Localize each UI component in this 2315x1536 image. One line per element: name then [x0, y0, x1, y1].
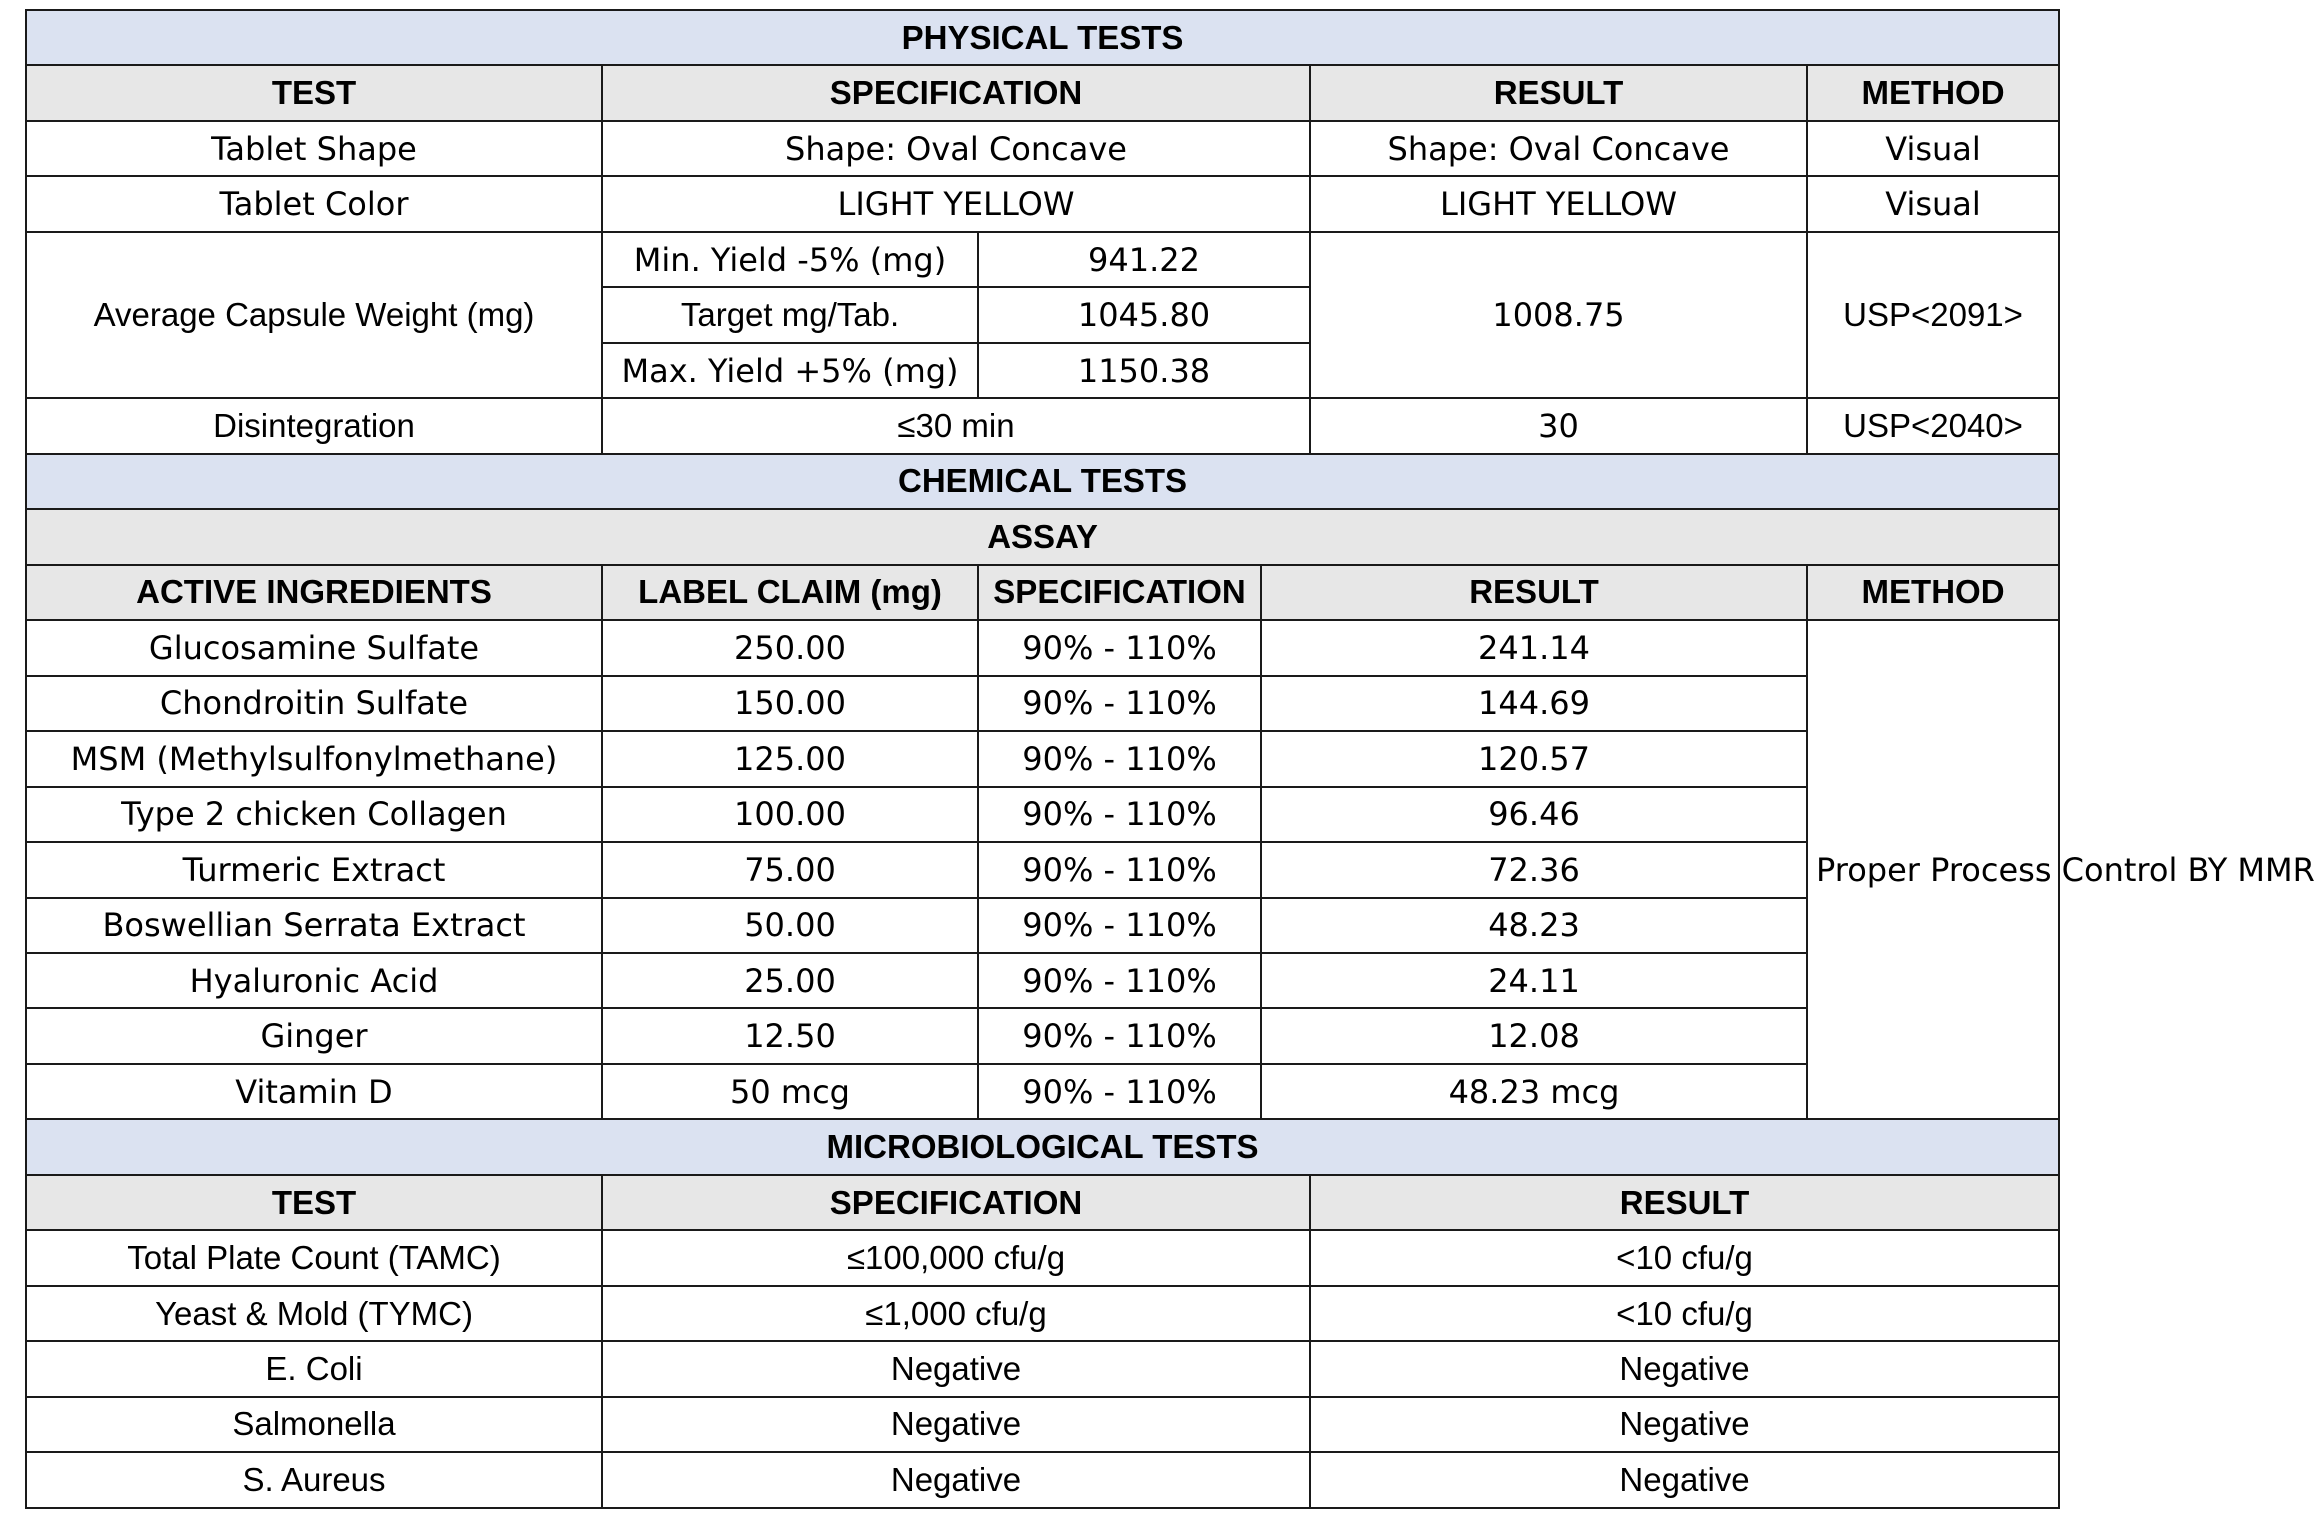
- column-header-result: RESULT: [1310, 1175, 2059, 1230]
- column-header-row: [26, 565, 2059, 620]
- spec-cell: ≤100,000 cfu/g: [602, 1230, 1310, 1285]
- result-cell: 144.69: [1261, 676, 1807, 731]
- result-cell: Negative: [1310, 1452, 2059, 1508]
- spec-cell: 90% - 110%: [978, 898, 1261, 953]
- assay-header-row: [26, 509, 2059, 564]
- ingredient-name: Turmeric Extract: [26, 842, 602, 897]
- label-claim-cell: 50 mcg: [602, 1064, 978, 1119]
- column-header-specification: SPECIFICATION: [978, 565, 1261, 620]
- table-row: [26, 787, 2059, 842]
- spec-cell: 90% - 110%: [978, 842, 1261, 897]
- spec-cell: 90% - 110%: [978, 1064, 1261, 1119]
- method-cell: Proper Process Control BY MMR: [1807, 620, 2059, 1119]
- label-claim-cell: 100.00: [602, 787, 978, 842]
- result-cell: 12.08: [1261, 1008, 1807, 1063]
- result-cell: <10 cfu/g: [1310, 1286, 2059, 1341]
- ingredient-name: Type 2 chicken Collagen: [26, 787, 602, 842]
- assay-title: ASSAY: [26, 509, 2059, 564]
- ingredient-name: Hyaluronic Acid: [26, 953, 602, 1008]
- ingredient-name: Ginger: [26, 1008, 602, 1063]
- spec-cell: ≤1,000 cfu/g: [602, 1286, 1310, 1341]
- test-name: S. Aureus: [26, 1452, 602, 1508]
- result-cell: 48.23 mcg: [1261, 1064, 1807, 1119]
- section-title: PHYSICAL TESTS: [26, 10, 2059, 65]
- result-cell: Shape: Oval Concave: [1310, 121, 1807, 176]
- label-claim-cell: 75.00: [602, 842, 978, 897]
- label-claim-cell: 12.50: [602, 1008, 978, 1063]
- table-row: [26, 953, 2059, 1008]
- weight-sub-label: Min. Yield -5% (mg): [602, 232, 978, 287]
- table-row: [26, 1230, 2059, 1285]
- column-header-method: METHOD: [1807, 565, 2059, 620]
- table-row: [26, 676, 2059, 731]
- result-cell: 1008.75: [1310, 232, 1807, 398]
- method-cell: USP<2091>: [1807, 232, 2059, 398]
- ingredient-name: MSM (Methylsulfonylmethane): [26, 731, 602, 786]
- spec-cell: ≤30 min: [602, 398, 1310, 453]
- column-header-label-claim: LABEL CLAIM (mg): [602, 565, 978, 620]
- column-header-test: TEST: [26, 65, 602, 120]
- section-header-physical: [26, 10, 2059, 65]
- table-row: [26, 898, 2059, 953]
- weight-sub-label: Target mg/Tab.: [602, 287, 978, 342]
- column-header-result: RESULT: [1261, 565, 1807, 620]
- table-row: [26, 176, 2059, 231]
- test-name: Salmonella: [26, 1397, 602, 1452]
- ingredient-name: Boswellian Serrata Extract: [26, 898, 602, 953]
- table-row: [26, 121, 2059, 176]
- table-row: [26, 620, 2059, 675]
- column-header-row: [26, 65, 2059, 120]
- result-cell: Negative: [1310, 1397, 2059, 1452]
- table-body: [26, 10, 2315, 1508]
- test-name: Total Plate Count (TAMC): [26, 1230, 602, 1285]
- certificate-of-analysis-table: [25, 9, 2315, 1509]
- column-header-test: TEST: [26, 1175, 602, 1230]
- label-claim-cell: 150.00: [602, 676, 978, 731]
- table-row: [26, 842, 2059, 897]
- spec-cell: 90% - 110%: [978, 676, 1261, 731]
- result-cell: 48.23: [1261, 898, 1807, 953]
- spec-cell: 90% - 110%: [978, 620, 1261, 675]
- section-header-microbiological: [26, 1119, 2059, 1174]
- result-cell: 96.46: [1261, 787, 1807, 842]
- result-cell: 241.14: [1261, 620, 1807, 675]
- label-claim-cell: 50.00: [602, 898, 978, 953]
- table-row: [26, 731, 2059, 786]
- weight-sub-value: 941.22: [978, 232, 1310, 287]
- result-cell: 120.57: [1261, 731, 1807, 786]
- section-title: MICROBIOLOGICAL TESTS: [26, 1119, 2059, 1174]
- spec-cell: 90% - 110%: [978, 731, 1261, 786]
- column-header-specification: SPECIFICATION: [602, 65, 1310, 120]
- spec-cell: Negative: [602, 1341, 1310, 1396]
- result-cell: Negative: [1310, 1341, 2059, 1396]
- test-name: Average Capsule Weight (mg): [26, 232, 602, 398]
- spec-cell: Negative: [602, 1397, 1310, 1452]
- weight-sub-label: Max. Yield +5% (mg): [602, 343, 978, 398]
- column-header-result: RESULT: [1310, 65, 1807, 120]
- table-row: [26, 1286, 2059, 1341]
- result-cell: LIGHT YELLOW: [1310, 176, 1807, 231]
- method-cell: Visual: [1807, 176, 2059, 231]
- table-row: [26, 1064, 2059, 1119]
- spec-cell: 90% - 110%: [978, 953, 1261, 1008]
- result-cell: <10 cfu/g: [1310, 1230, 2059, 1285]
- table-row: [26, 1008, 2059, 1063]
- weight-sub-value: 1150.38: [978, 343, 1310, 398]
- test-name: Disintegration: [26, 398, 602, 453]
- result-cell: 30: [1310, 398, 1807, 453]
- weight-sub-value: 1045.80: [978, 287, 1310, 342]
- column-header-specification: SPECIFICATION: [602, 1175, 1310, 1230]
- table-row: [26, 232, 2059, 287]
- ingredient-name: Chondroitin Sulfate: [26, 676, 602, 731]
- test-name: Tablet Shape: [26, 121, 602, 176]
- test-name: Yeast & Mold (TYMC): [26, 1286, 602, 1341]
- table-row: [26, 1452, 2059, 1508]
- section-header-chemical: [26, 454, 2059, 509]
- label-claim-cell: 25.00: [602, 953, 978, 1008]
- result-cell: 72.36: [1261, 842, 1807, 897]
- label-claim-cell: 250.00: [602, 620, 978, 675]
- section-title: CHEMICAL TESTS: [26, 454, 2059, 509]
- spec-cell: LIGHT YELLOW: [602, 176, 1310, 231]
- ingredient-name: Vitamin D: [26, 1064, 602, 1119]
- ingredient-name: Glucosamine Sulfate: [26, 620, 602, 675]
- column-header-ingredient: ACTIVE INGREDIENTS: [26, 565, 602, 620]
- method-cell: USP<2040>: [1807, 398, 2059, 453]
- table-row: [26, 398, 2059, 453]
- spec-cell: 90% - 110%: [978, 787, 1261, 842]
- column-header-method: METHOD: [1807, 65, 2059, 120]
- column-header-row: [26, 1175, 2059, 1230]
- table-row: [26, 1341, 2059, 1396]
- test-name: E. Coli: [26, 1341, 602, 1396]
- table-row: [26, 1397, 2059, 1452]
- spec-cell: 90% - 110%: [978, 1008, 1261, 1063]
- test-name: Tablet Color: [26, 176, 602, 231]
- spec-cell: Negative: [602, 1452, 1310, 1508]
- spec-cell: Shape: Oval Concave: [602, 121, 1310, 176]
- result-cell: 24.11: [1261, 953, 1807, 1008]
- label-claim-cell: 125.00: [602, 731, 978, 786]
- method-cell: Visual: [1807, 121, 2059, 176]
